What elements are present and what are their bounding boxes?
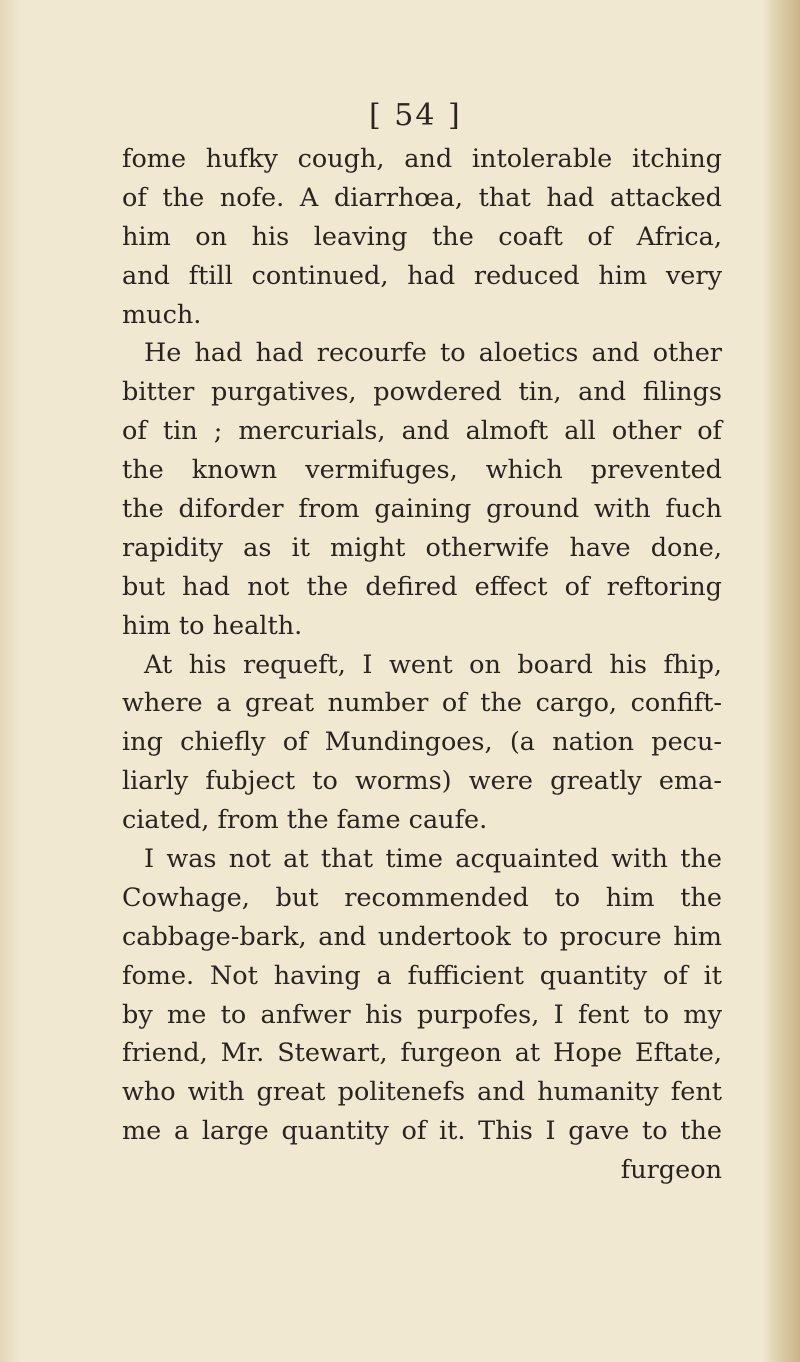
page-gutter-shadow: [0, 0, 20, 1362]
text-line: but had not the defired effect of reftoring: [122, 571, 722, 602]
page-body-text: [122, 140, 722, 1190]
text-line: ciated, from the fame caufe.: [122, 805, 488, 836]
text-line: bitter purgatives, powdered tin, and filings: [122, 377, 722, 408]
page-edge-shadow: [762, 0, 800, 1362]
text-line: At his requeft, I went on board his fhip,: [144, 649, 722, 680]
text-line: He had had recourfe to aloetics and other: [144, 338, 722, 369]
text-line: him on his leaving the coaft of Africa,: [122, 221, 722, 252]
text-line: him to health.: [122, 610, 303, 641]
text-line: by me to anfwer his purpofes, I fent to my: [122, 999, 722, 1030]
page-number-header: [ 54 ]: [369, 98, 462, 133]
text-line: where a great number of the cargo, confift-: [122, 688, 722, 719]
text-line: cabbage-bark, and undertook to procure him: [122, 921, 722, 952]
text-line: friend, Mr. Stewart, furgeon at Hope Eftate,: [122, 1038, 722, 1069]
text-line: fome. Not having a fufficient quantity of it: [122, 960, 722, 991]
text-line: of tin ; mercurials, and almoft all other of: [122, 416, 722, 447]
text-line: and ftill continued, had reduced him very: [122, 260, 722, 291]
text-line: fome hufky cough, and intolerable itching: [122, 144, 722, 174]
text-line: me a large quantity of it. This I gave to the: [122, 1116, 722, 1147]
text-line: ing chiefly of Mundingoes, (a nation pecu-: [122, 727, 722, 758]
catchword: furgeon: [620, 1155, 722, 1186]
text-line: liarly fubject to worms) were greatly ema-: [122, 766, 722, 797]
text-line: of the nofe. A diarrhœa, that had attacked: [122, 182, 722, 213]
text-line: the diforder from gaining ground with fuch: [122, 494, 722, 525]
text-line: rapidity as it might otherwife have done,: [122, 532, 722, 563]
text-line: much.: [122, 299, 202, 330]
text-line: I was not at that time acquainted with the: [144, 844, 722, 875]
text-line: Cowhage, but recommended to him the: [122, 882, 722, 913]
text-line: who with great politenefs and humanity fent: [122, 1077, 722, 1108]
text-line: the known vermifuges, which prevented: [122, 455, 722, 486]
